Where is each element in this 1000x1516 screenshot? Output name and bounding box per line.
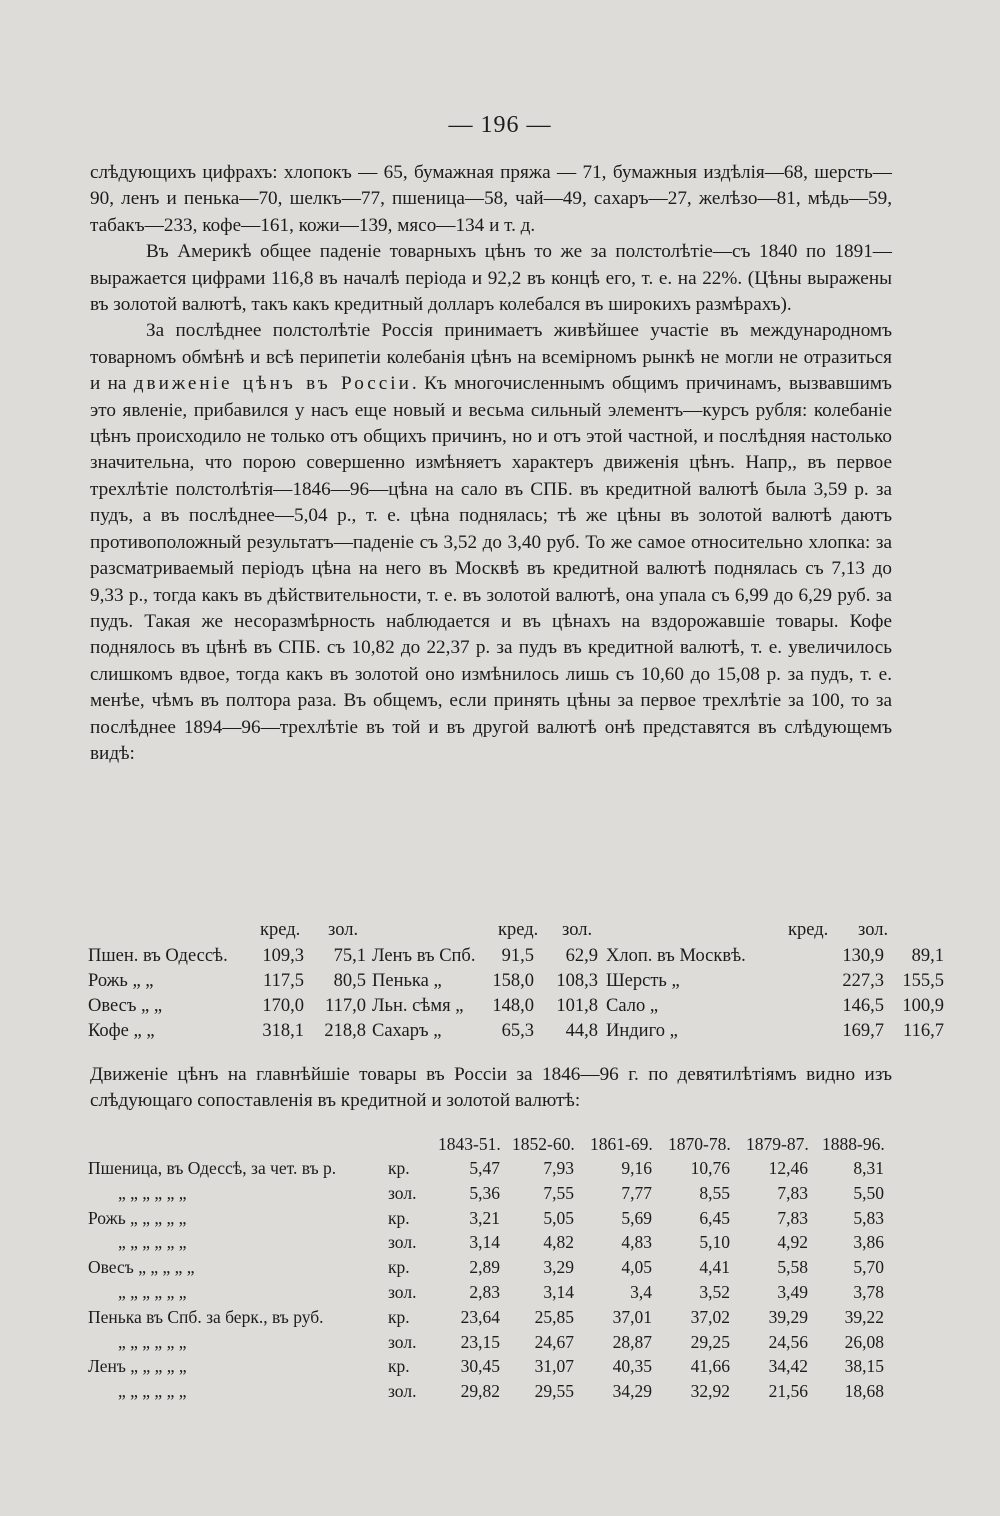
table1-row <box>88 971 944 997</box>
spaced-phrase: движеніе цѣнъ въ Россіи <box>133 373 412 395</box>
price-value: 5,50 <box>853 1182 884 1203</box>
commodity-label: „ „ „ „ „ „ <box>118 1331 187 1352</box>
price-value: 4,82 <box>543 1232 574 1253</box>
price-value: 3,14 <box>469 1232 500 1253</box>
credit-value: 130,9 <box>842 946 884 966</box>
paragraph-3-start: За послѣднее полстолѣтіе Россія принимаетъ живѣйшее участіе въ международномъ товарномъ обмѣнѣ и всѣ перипетіи колебанія цѣнъ на всемірномъ рынкѣ не могли не отразиться и на <box>90 320 892 395</box>
commodity-label: Пенька въ Спб. за берк., въ руб. <box>88 1306 324 1327</box>
credit-value: 65,3 <box>501 1021 534 1041</box>
commodity-label: „ „ „ „ „ „ <box>118 1282 187 1302</box>
price-value: 26,08 <box>844 1331 884 1352</box>
table2-row <box>88 1158 908 1180</box>
credit-value: 109,3 <box>262 946 304 966</box>
price-value: 12,46 <box>768 1158 808 1178</box>
credit-value: 146,5 <box>842 996 884 1016</box>
paragraph-3-end: . Къ многочисленнымъ общимъ причинамъ, вызвавшимъ это явленіе, прибавился у насъ еще новый и весьма сильный элементъ—курсъ рубля: колебаніе цѣнъ происходило не только отъ общихъ причинъ, но и отъ этой частной, и послѣдняя настолько значительна, что порою совершенно измѣняетъ характеръ движенія цѣнъ. Напр,, въ первое трехлѣтіе полстолѣтія—1846—96—цѣна на сало въ СПБ. въ кредитной валютѣ была 3,59 р. за пудъ, а въ послѣднее—5,04 р., т. е. цѣна поднялась; тѣ же цѣны въ золотой валютѣ даютъ противоположный результатъ—паденіе съ 3,52 до 3,40 руб. То же самое относительно хлопка: за разсматриваемый періодъ цѣна на него въ Москвѣ въ кредитной валютѣ поднялась съ 7,13 до 9,33 р., тогда какъ въ дѣйствительности, т. е. въ золотой валютѣ, она упала съ 6,99 до 6,29 руб. за пудъ. Такая же несоразмѣрность наблюдается и въ цѣнахъ на вздорожавшіе товары. Кофе поднялось въ цѣнѣ въ СПБ. съ 10,82 до 22,37 р. за пудъ въ кредитной валютѣ, т. е. увеличилось слишкомъ вдвое, тогда какъ въ золотой оно измѣнилось лишь съ 10,60 до 15,08 р. за пудъ, т. е. менѣе, чѣмъ въ полтора раза. Въ общемъ, если принять цѣны за первое трехлѣтіе за 100, то за послѣднее 1894—96—трехлѣтіе въ той и въ другой валютѣ онѣ представятся въ слѣдующемъ видѣ: <box>90 373 892 764</box>
price-value: 5,70 <box>853 1257 884 1278</box>
price-value: 38,15 <box>844 1356 884 1377</box>
col-header: зол. <box>328 920 359 940</box>
price-value: 24,56 <box>768 1331 808 1352</box>
credit-value: 227,3 <box>842 971 884 991</box>
period-header: 1852-60. <box>512 1134 575 1154</box>
price-value: 3,29 <box>543 1257 574 1278</box>
gold-value: 44,8 <box>565 1021 598 1041</box>
col-header: зол. <box>562 920 593 940</box>
price-value: 3,21 <box>469 1207 500 1228</box>
credit-value: 169,7 <box>842 1021 884 1041</box>
price-value: 23,64 <box>460 1306 500 1327</box>
table2-row <box>88 1307 908 1329</box>
table2-row <box>88 1232 908 1254</box>
price-value: 4,05 <box>621 1257 652 1278</box>
price-value: 3,86 <box>853 1232 884 1253</box>
gold-value: 155,5 <box>902 971 944 991</box>
paragraph-1: слѣдующихъ цифрахъ: хлопокъ — 65, бумажная пряжа — 71, бумажныя издѣлія—68, шерсть—90, ленъ и пенька—70, шелкъ—77, пшеница—58, чай—49, сахаръ—27, желѣзо—81, мѣдь—59, табакъ—233, кофе—161, кожи—139, мясо—134 и т. д. <box>90 162 892 236</box>
price-value: 31,07 <box>534 1356 574 1377</box>
table2-row <box>88 1183 908 1205</box>
paragraph-2: Въ Америкѣ общее паденіе товарныхъ цѣнъ то же за полстолѣтіе—съ 1840 по 1891—выражается цифрами 116,8 въ началѣ періода и 92,2 въ концѣ его, т. е. на 22%. (Цѣны выражены въ золотой валютѣ, такъ какъ кредитный долларъ колебался въ широкихъ размѣрахъ). <box>90 241 892 316</box>
currency-label: кр. <box>388 1207 410 1228</box>
price-value: 28,87 <box>612 1331 652 1352</box>
credit-value: 170,0 <box>262 996 304 1016</box>
commodity-label: Льн. сѣмя „ <box>372 996 464 1016</box>
gold-value: 108,3 <box>556 971 598 991</box>
table2-row <box>88 1332 908 1354</box>
commodity-label: Индиго „ <box>606 1021 678 1041</box>
table1-row <box>88 1021 944 1047</box>
price-value: 18,68 <box>844 1381 884 1402</box>
period-header: 1879-87. <box>746 1134 809 1154</box>
price-value: 7,83 <box>777 1182 808 1203</box>
gold-value: 116,7 <box>903 1021 944 1041</box>
body-text <box>90 160 892 767</box>
gold-value: 100,9 <box>902 996 944 1016</box>
price-value: 23,15 <box>460 1331 500 1352</box>
price-value: 7,83 <box>777 1207 808 1228</box>
price-value: 3,14 <box>543 1282 574 1302</box>
period-header: 1888-96. <box>822 1134 885 1154</box>
price-value: 32,92 <box>690 1381 730 1402</box>
price-value: 3,49 <box>777 1282 808 1302</box>
commodity-label: Рожь „ „ <box>88 971 154 991</box>
gold-value: 117,0 <box>325 996 366 1016</box>
price-value: 7,77 <box>621 1182 652 1203</box>
table1-row <box>88 996 944 1022</box>
price-value: 40,35 <box>612 1356 652 1377</box>
commodity-label: Овесъ „ „ „ „ „ <box>88 1257 195 1278</box>
commodity-label: Пшеница, въ Одессѣ, за чет. въ р. <box>88 1158 337 1178</box>
price-value: 29,82 <box>460 1381 500 1402</box>
currency-label: зол. <box>388 1182 417 1203</box>
price-value: 4,92 <box>777 1232 808 1253</box>
price-value: 37,02 <box>690 1306 730 1327</box>
col-header: кред. <box>498 920 539 940</box>
price-value: 7,55 <box>543 1182 574 1203</box>
currency-label: кр. <box>388 1356 410 1377</box>
price-value: 5,58 <box>777 1257 808 1278</box>
currency-label: зол. <box>388 1331 417 1352</box>
gold-value: 80,5 <box>333 971 366 991</box>
price-value: 3,52 <box>699 1282 730 1302</box>
paragraph-4: Движеніе цѣнъ на главнѣйшіе товары въ Россіи за 1846—96 г. по девятилѣтіямъ видно изъ слѣдующаго сопоставленія въ кредитной и золотой валютѣ: <box>90 1064 892 1112</box>
commodity-label: Овесъ „ „ <box>88 996 163 1016</box>
period-header: 1870-78. <box>668 1134 731 1154</box>
price-value: 5,10 <box>699 1232 730 1253</box>
credit-value: 117,5 <box>263 971 304 991</box>
commodity-label: Шерсть „ <box>606 971 680 991</box>
price-value: 34,42 <box>768 1356 808 1377</box>
commodity-label: Сало „ <box>606 996 659 1016</box>
gold-value: 62,9 <box>565 946 598 966</box>
price-value: 21,56 <box>768 1381 808 1402</box>
credit-value: 318,1 <box>262 1021 304 1041</box>
price-value: 5,47 <box>469 1158 500 1178</box>
currency-label: кр. <box>388 1257 410 1278</box>
col-header: зол. <box>858 920 889 940</box>
table2-row <box>88 1208 908 1230</box>
page-number: — 196 — <box>448 112 552 138</box>
currency-label: кр. <box>388 1306 410 1327</box>
price-value: 3,78 <box>853 1282 884 1302</box>
price-value: 24,67 <box>534 1331 574 1352</box>
price-value: 41,66 <box>690 1356 730 1377</box>
period-header: 1843-51. <box>438 1134 501 1154</box>
paragraph-3 <box>90 318 892 767</box>
currency-label: зол. <box>388 1232 417 1253</box>
price-value: 39,22 <box>844 1306 884 1327</box>
commodity-label: Ленъ въ Спб. <box>372 946 476 966</box>
price-value: 29,25 <box>690 1331 730 1352</box>
commodity-label: „ „ „ „ „ „ <box>118 1182 187 1203</box>
commodity-label: Сахаръ „ <box>372 1021 442 1041</box>
credit-value: 91,5 <box>501 946 534 966</box>
price-value: 6,45 <box>699 1207 730 1228</box>
table1-row <box>88 946 944 972</box>
col-header: кред. <box>260 920 301 940</box>
table2-row <box>88 1257 908 1279</box>
commodity-label: Пенька „ <box>372 971 442 991</box>
commodity-label: Пшен. въ Одессѣ. <box>88 946 228 966</box>
gold-value: 89,1 <box>911 946 944 966</box>
price-value: 2,83 <box>469 1282 500 1302</box>
currency-label: зол. <box>388 1282 417 1302</box>
price-value: 5,83 <box>853 1207 884 1228</box>
table2-row <box>88 1381 908 1403</box>
price-value: 10,76 <box>690 1158 730 1178</box>
table2-row <box>88 1356 908 1378</box>
price-value: 2,89 <box>469 1257 500 1278</box>
table1-header <box>88 920 908 946</box>
period-header: 1861-69. <box>590 1134 653 1154</box>
price-value: 4,83 <box>621 1232 652 1253</box>
table2-header <box>88 1134 908 1158</box>
price-value: 30,45 <box>460 1356 500 1377</box>
price-value: 25,85 <box>534 1306 574 1327</box>
price-value: 29,55 <box>534 1381 574 1402</box>
commodity-label: „ „ „ „ „ „ <box>118 1381 187 1402</box>
commodity-label: Кофе „ „ <box>88 1021 155 1041</box>
col-header: кред. <box>788 920 829 940</box>
price-value: 8,55 <box>699 1182 730 1203</box>
price-value: 39,29 <box>768 1306 808 1327</box>
price-value: 37,01 <box>612 1306 652 1327</box>
commodity-label: „ „ „ „ „ „ <box>118 1232 187 1253</box>
gold-value: 75,1 <box>333 946 366 966</box>
price-value: 3,4 <box>630 1282 652 1302</box>
commodity-label: Ленъ „ „ „ „ „ <box>88 1356 187 1377</box>
credit-value: 158,0 <box>492 971 534 991</box>
commodity-label: Хлоп. въ Москвѣ. <box>606 946 746 966</box>
price-value: 7,93 <box>543 1158 574 1178</box>
price-value: 8,31 <box>853 1158 884 1178</box>
gold-value: 218,8 <box>324 1021 366 1041</box>
price-value: 5,69 <box>621 1207 652 1228</box>
currency-label: кр. <box>388 1158 410 1178</box>
price-value: 5,05 <box>543 1207 574 1228</box>
table2-row <box>88 1282 908 1304</box>
credit-value: 148,0 <box>492 996 534 1016</box>
currency-label: зол. <box>388 1381 417 1402</box>
price-value: 9,16 <box>621 1158 652 1178</box>
price-value: 5,36 <box>469 1182 500 1203</box>
price-value: 34,29 <box>612 1381 652 1402</box>
gold-value: 101,8 <box>556 996 598 1016</box>
commodity-label: Рожь „ „ „ „ „ <box>88 1207 187 1228</box>
price-value: 4,41 <box>699 1257 730 1278</box>
